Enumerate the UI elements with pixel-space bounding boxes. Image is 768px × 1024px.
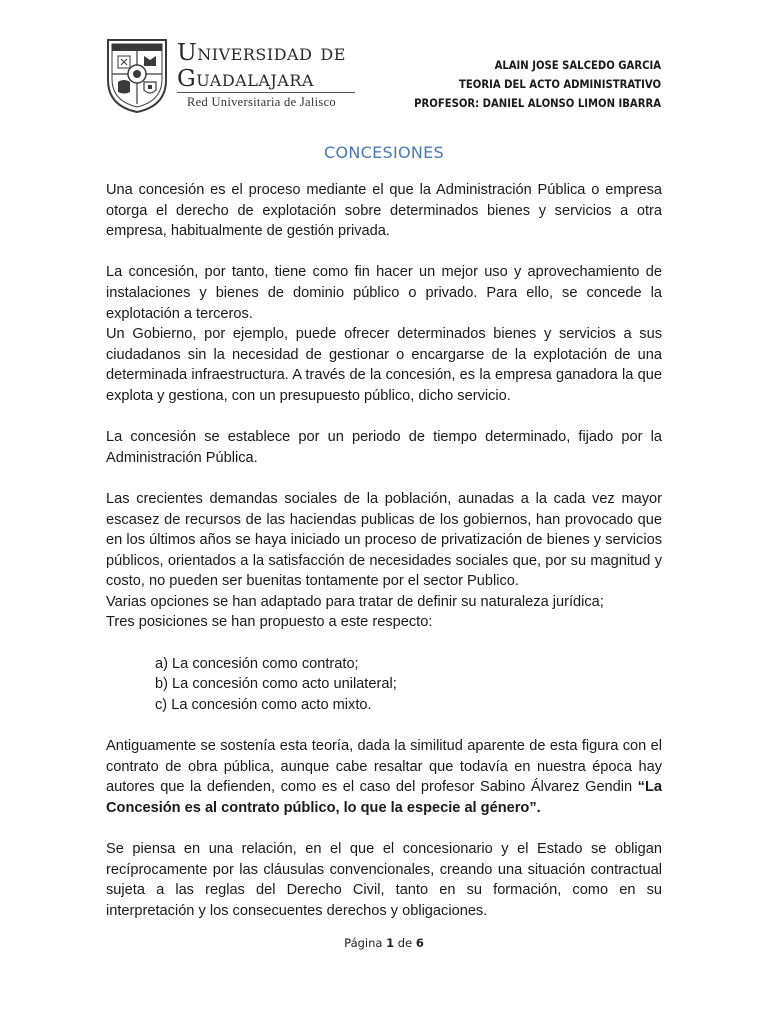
- author-block: [414, 56, 661, 113]
- document-title: CONCESIONES: [323, 143, 445, 162]
- page-label: Página: [344, 936, 383, 950]
- university-network-label: Red Universitaria de Jalisco: [187, 95, 336, 109]
- paragraph-options: Varias opciones se han adaptado para tratar de definir su naturaleza jurídica;: [106, 593, 604, 610]
- university-name: [177, 39, 346, 91]
- page-current: 1: [386, 936, 395, 950]
- list-item: b) La concesión como acto unilateral;: [155, 676, 397, 693]
- paragraph-positions: Tres posiciones se han propuesto a este respecto:: [106, 614, 433, 631]
- page-footer: [0, 936, 768, 950]
- university-seal-logo: [104, 36, 170, 114]
- paragraph-theory: [106, 736, 662, 818]
- page-of: de: [397, 936, 413, 950]
- paragraph-period: La concesión se establece por un periodo de tiempo determinado, fijado por la Administración Pública.: [106, 429, 662, 466]
- paragraph-theory-text: Antiguamente se sostenía esta teoría, dada la similitud aparente de esta figura con el contrato de obra pública, aunque cabe resaltar que todavía en nuestra época hay autores que la defienden, como es el caso del profesor Sabino Álvarez Gendin: [106, 738, 662, 796]
- course-name: TEORIA DEL ACTO ADMINISTRATIVO: [459, 78, 661, 91]
- paragraph-demands: Las crecientes demandas sociales de la población, aunadas a la cada vez mayor escasez de recursos de las haciendas publicas de los gobiernos, han provocado que en los últimos años se haya iniciado un proceso de privatización de bienes y servicios públicos, orientados a la satisfacción de necesidades sociales que, por su magnitud y costo, no pueden ser buenitas tontamente por el sector Publico.: [106, 490, 662, 590]
- list-item: c) La concesión como acto mixto.: [155, 696, 372, 713]
- author-name: ALAIN JOSE SALCEDO GARCIA: [494, 59, 661, 72]
- positions-list: [106, 654, 662, 716]
- gendin-quote: “La Concesión es al contrato público, lo que la especie al género”.: [106, 779, 662, 816]
- header-divider: [177, 92, 355, 93]
- list-item: a) La concesión como contrato;: [155, 655, 359, 672]
- paragraph-example: Un Gobierno, por ejemplo, puede ofrecer determinados bienes y servicios a sus ciudadanos sin la necesidad de gestionar o encargarse de la explotación de una determinada infraestructura. A través de la concesión, es la empresa ganadora la que explota y gestiona, con un presupuesto público, dicho servicio.: [106, 326, 662, 404]
- paragraph-purpose: La concesión, por tanto, tiene como fin hacer un mejor uso y aprovechamiento de instalaciones y bienes de dominio público o privado. Para ello, se concede la explotación a terceros.: [106, 264, 662, 322]
- document-body: [106, 180, 662, 921]
- professor-name: PROFESOR: DANIEL ALONSO LIMON IBARRA: [414, 97, 661, 110]
- page-total: 6: [415, 936, 424, 950]
- paragraph-relation: Se piensa en una relación, en el que el concesionario y el Estado se obligan recíprocamente por las cláusulas convencionales, creando una situación contractual sujeta a las reglas del Derecho Civil, tanto en su formación, como en su interpretación y los consecuentes derechos y obligaciones.: [106, 841, 662, 919]
- university-name-line1: Universidad de: [177, 38, 346, 66]
- paragraph-definition: Una concesión es el proceso mediante el que la Administración Pública o empresa otorga el derecho de explotación sobre determinados bienes y servicios a otra empresa, habitualmente de gestión privada.: [106, 182, 662, 240]
- university-name-line2: Guadalajara: [177, 64, 314, 92]
